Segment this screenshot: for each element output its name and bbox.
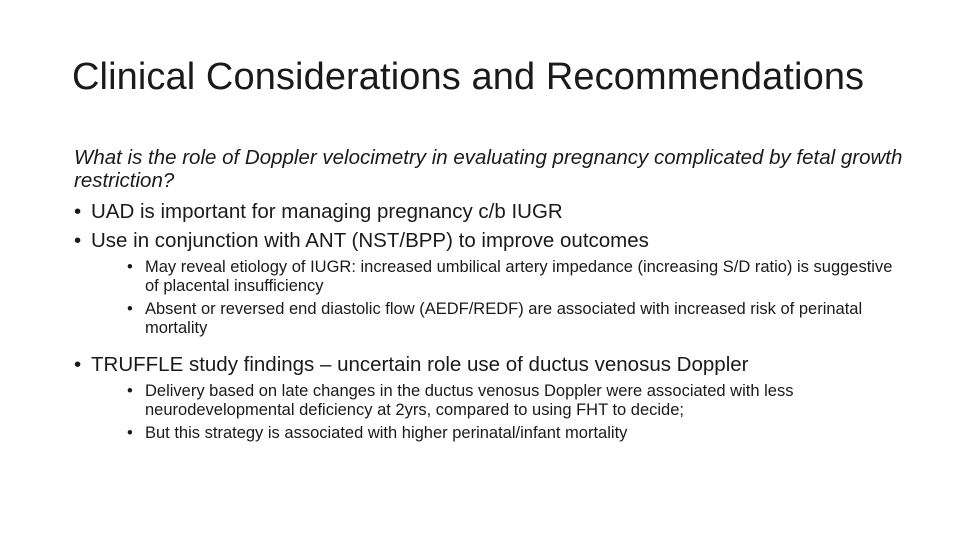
sub-bullet-delivery: • Delivery based on late changes in the ductus venosus Doppler were associated with less neurodevelopmental deficiency at 2yrs, compared to using FHT to decide; [127,382,904,419]
sub-bullet-aedf: • Absent or reversed end diastolic flow (AEDF/REDF) are associated with increased risk of perinatal mortality [127,300,904,337]
bullet-uad [74,200,904,223]
bullet-uad-text: UAD is important for managing pregnancy c/b IUGR [91,200,563,223]
bullet-list [74,200,904,443]
sub-list-truffle [127,382,904,443]
sub-bullet-mortality: • But this strategy is associated with higher perinatal/infant mortality [127,424,904,443]
bullet-truffle-text: TRUFFLE study findings – uncertain role use of ductus venosus Doppler [91,353,749,376]
slide-title: Clinical Considerations and Recommendations [72,56,865,98]
sub-bullet-etiology: • May reveal etiology of IUGR: increased umbilical artery impedance (increasing S/D ratio) is suggestive of placental insufficiency [127,258,904,295]
sub-list-ant [127,258,904,337]
question-text: What is the role of Doppler velocimetry in evaluating pregnancy complicated by fetal growth restriction? [74,146,903,192]
bullet-ant-text: Use in conjunction with ANT (NST/BPP) to improve outcomes [91,229,649,252]
bullet-truffle [74,353,904,443]
slide-body [74,146,904,449]
bullet-ant [74,229,904,337]
